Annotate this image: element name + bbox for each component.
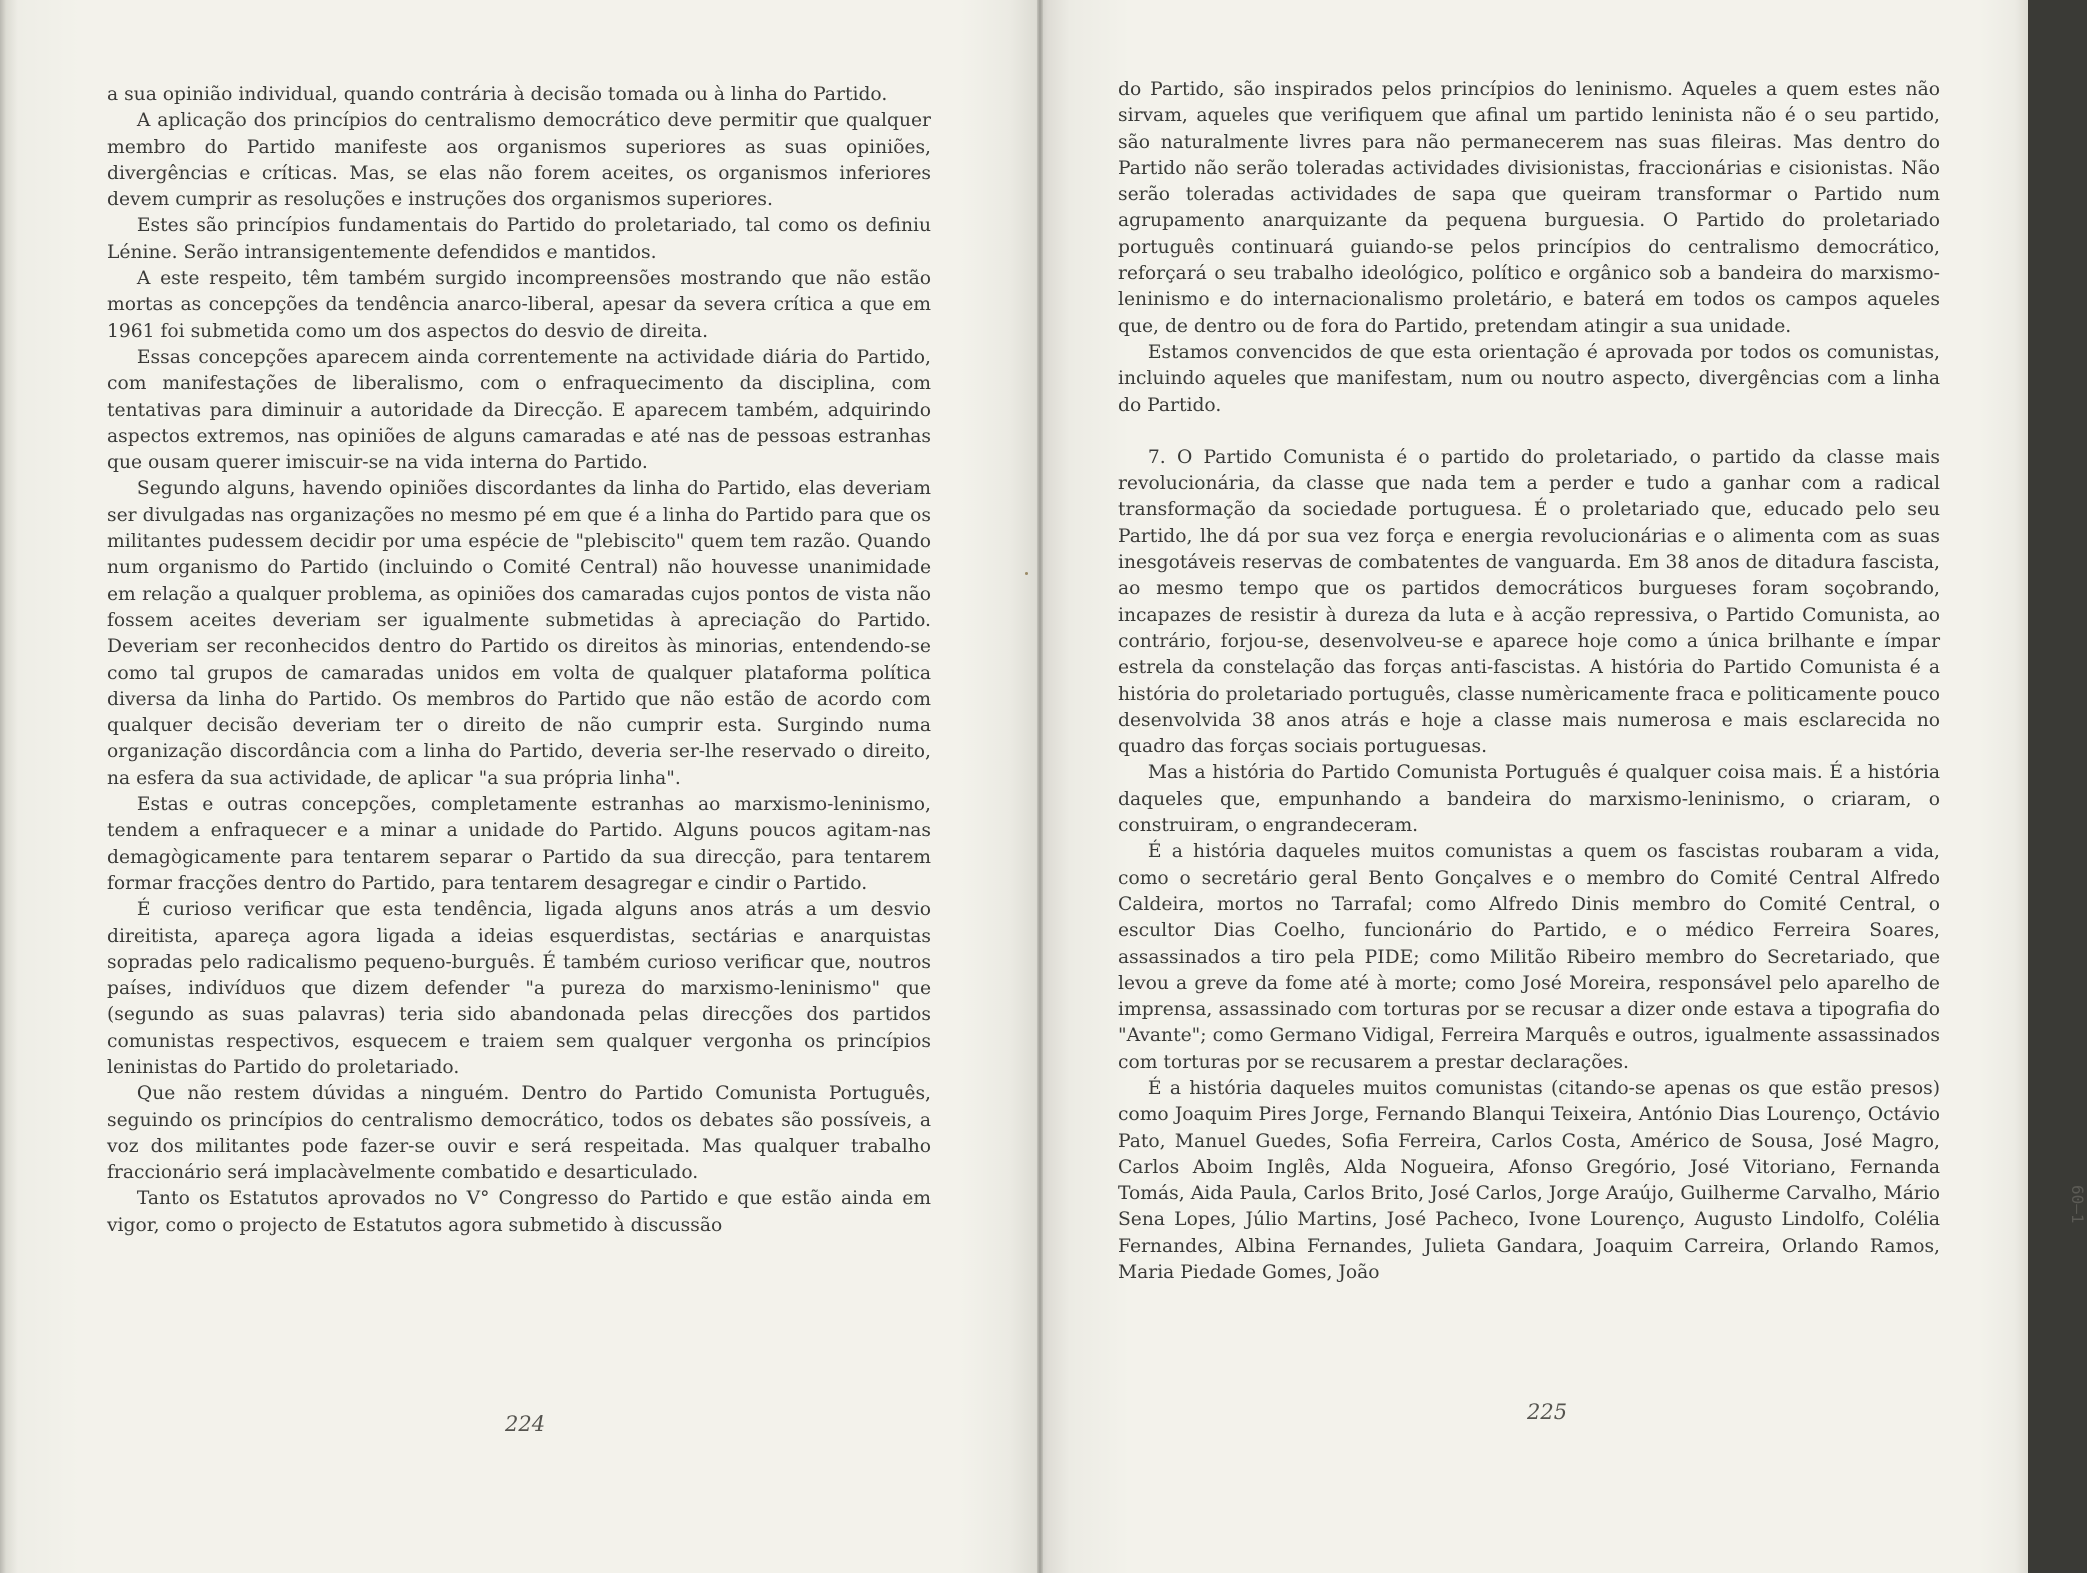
page-number-right: 225: [1527, 1400, 1568, 1424]
paragraph: do Partido, são inspirados pelos princípios do leninismo. Aqueles a quem estes não sirvam, aqueles que verifiquem que afinal um partido leninista não é o seu partido, são naturalmente livres para não permanecerem nas suas fileiras. Mas dentro do Partido não serão toleradas actividades divisionistas, fraccionárias e cisionistas. Não serão toleradas actividades de sapa que queiram transformar o Partido num agrupamento anarquizante da pequena burguesia. O Partido do proletariado português continuará guiando-se pelos princípios do centralismo democrático, reforçará o seu trabalho ideológico, político e orgânico sob a bandeira do marxismo-leninismo e do internacionalismo proletário, e baterá em todos os campos aqueles que, de dentro ou de fora do Partido, pretendam atingir a sua unidade.: [1118, 79, 1940, 337]
section-paragraph: 7. O Partido Comunista é o partido do proletariado, o partido da classe mais revolucionária, da classe que nada tem a perder e tudo a ganhar com a radical transformação da sociedade portuguesa. É o proletariado que, educado pelo seu Partido, lhe dá por sua vez força e energia revolucionárias e o alimenta com as suas inesgotáveis reservas de combatentes de vanguarda. Em 38 anos de ditadura fascista, ao mesmo tempo que os partidos democráticos burgueses foram soçobrando, incapazes de resistir à dureza da luta e à acção repressiva, o Partido Comunista, ao contrário, forjou-se, desenvolveu-se e aparece hoje como a única brilhante e ímpar estrela da constelação das forças anti-fascistas. A história do Partido Comunista é a história do proletariado português, classe numèricamente fraca e politicamente pouco desenvolvida 38 anos atrás e hoje a classe mais numerosa e mais esclarecida no quadro das forças sociais portuguesas.: [1118, 446, 1940, 758]
paragraph: É curioso verificar que esta tendência, ligada alguns anos atrás a um desvio direitista, apareça agora ligada a ideias esquerdistas, sectárias e anarquistas sopradas pelo radicalismo pequeno-burguês. É também curioso verificar que, noutros países, indivíduos que dizem defender "a pureza do marxismo-leninismo" que (segundo as suas palavras) teria sido abandonada pelas direcções dos partidos comunistas respectivos, esquecem e traiem sem qualquer vergonha os princípios leninistas do Partido do proletariado.: [107, 899, 931, 1078]
paragraph: É a história daqueles muitos comunistas (citando-se apenas os que estão presos) como Joaquim Pires Jorge, Fernando Blanqui Teixeira, António Dias Lourenço, Octávio Pato, Manuel Guedes, Sofia Ferreira, Carlos Costa, Américo de Sousa, José Magro, Carlos Aboim Inglês, Alda Nogueira, Afonso Gregório, José Vitoriano, Fernanda Tomás, Aida Paula, Carlos Brito, José Carlos, Jorge Araújo, Guilherme Carvalho, Mário Sena Lopes, Júlio Martins, José Pacheco, Ivone Lourenço, Augusto Lindolfo, Colélia Fernandes, Albina Fernandes, Julieta Gandara, Joaquim Carreira, Orlando Ramos, Maria Piedade Gomes, João: [1118, 1077, 1940, 1284]
paragraph: Essas concepções aparecem ainda correntemente na actividade diária do Partido, com manifestações de liberalismo, com o enfraquecimento da disciplina, com tentativas para diminuir a autoridade da Direcção. E aparecem também, adquirindo aspectos extremos, nas opiniões de alguns camaradas e até nas de pessoas estranhas que ousam querer imiscuir-se na vida interna do Partido.: [107, 346, 931, 474]
paragraph: A este respeito, têm também surgido incompreensões mostrando que não estão mortas as concepções da tendência anarco-liberal, apesar da severa crítica a que em 1961 foi submetida como um dos aspectos do desvio de direita.: [107, 268, 931, 342]
left-page-body: [107, 82, 931, 1239]
right-page-body: [1118, 77, 1940, 1286]
signature-mark: 60—1: [2068, 1185, 2087, 1224]
paragraph: a sua opinião individual, quando contrária à decisão tomada ou à linha do Partido.: [107, 84, 888, 105]
paragraph: Estes são princípios fundamentais do Partido do proletariado, tal como os definiu Lénine. Serão intransigentemente defendidos e mantidos.: [107, 215, 931, 263]
paragraph: Que não restem dúvidas a ninguém. Dentro do Partido Comunista Português, seguindo os princípios do centralismo democrático, todos os debates são possíveis, a voz dos militantes pode fazer-se ouvir e será respeitada. Mas qualquer trabalho fraccionário será implacàvelmente combatido e desarticulado.: [107, 1083, 931, 1184]
paragraph: É a história daqueles muitos comunistas a quem os fascistas roubaram a vida, como o secretário geral Bento Gonçalves e o membro do Comité Central Alfredo Caldeira, mortos no Tarrafal; como Alfredo Dinis membro do Comité Central, o escultor Dias Coelho, funcionário do Partido, e o médico Ferreira Soares, assassinados a tiro pela PIDE; como Militão Ribeiro membro do Secretariado, que levou a greve da fome até à morte; como José Moreira, responsável pelo aparelho de imprensa, assassinado com torturas por se recusar a dizer onde estava a tipografia do "Avante"; como Germano Vidigal, Ferreira Marquês e outros, igualmente assassinados com torturas por se recusarem a prestar declarações.: [1118, 841, 1940, 1073]
left-page: [0, 0, 1040, 1573]
page-number-left: 224: [505, 1412, 546, 1436]
paragraph: Tanto os Estatutos aprovados no V° Congresso do Partido e que estão ainda em vigor, como o projecto de Estatutos agora submetido à discussão: [107, 1188, 931, 1236]
book-gutter: [1037, 0, 1043, 1573]
paragraph: Segundo alguns, havendo opiniões discordantes da linha do Partido, elas deveriam ser divulgadas nas organizações no mesmo pé em que é a linha do Partido para que os militantes pudessem decidir por uma espécie de "plebiscito" quem tem razão. Quando num organismo do Partido (incluindo o Comité Central) não houvesse unanimidade em relação a qualquer problema, as opiniões dos camaradas cujos pontos de vista não fossem aceites deveriam ser igualmente submetidas à apreciação do Partido. Deveriam ser reconhecidos dentro do Partido os direitos às minorias, entendendo-se como tal grupos de camaradas unidos em volta de qualquer plataforma política diversa da linha do Partido. Os membros do Partido que não estão de acordo com qualquer decisão deveriam ter o direito de não cumprir esta. Surgindo numa organização discordância com a linha do Partido, deveria ser-lhe reservado o direito, na esfera da sua actividade, de aplicar "a sua própria linha".: [107, 478, 931, 789]
paragraph: Estamos convencidos de que esta orientação é aprovada por todos os comunistas, incluindo aqueles que manifestam, num ou noutro aspecto, divergências com a linha do Partido.: [1118, 341, 1940, 416]
paragraph: Estas e outras concepções, completamente estranhas ao marxismo-leninismo, tendem a enfraquecer e a minar a unidade do Partido. Alguns poucos agitam-nas demagògicamente para tentarem separar o Partido da sua direcção, para tentarem formar fracções dentro do Partido, para tentarem desagregar e cindir o Partido.: [107, 794, 931, 894]
paper-speck: [1025, 572, 1028, 575]
paragraph: Mas a história do Partido Comunista Português é qualquer coisa mais. É a história daqueles que, empunhando a bandeira do marxismo-leninismo, o criaram, o construiram, o engrandeceram.: [1118, 762, 1940, 837]
paragraph: A aplicação dos princípios do centralismo democrático deve permitir que qualquer membro do Partido manifeste aos organismos superiores as suas opiniões, divergências e críticas. Mas, se elas não forem aceites, os organismos inferiores devem cumprir as resoluções e instruções dos organismos superiores.: [107, 110, 931, 211]
